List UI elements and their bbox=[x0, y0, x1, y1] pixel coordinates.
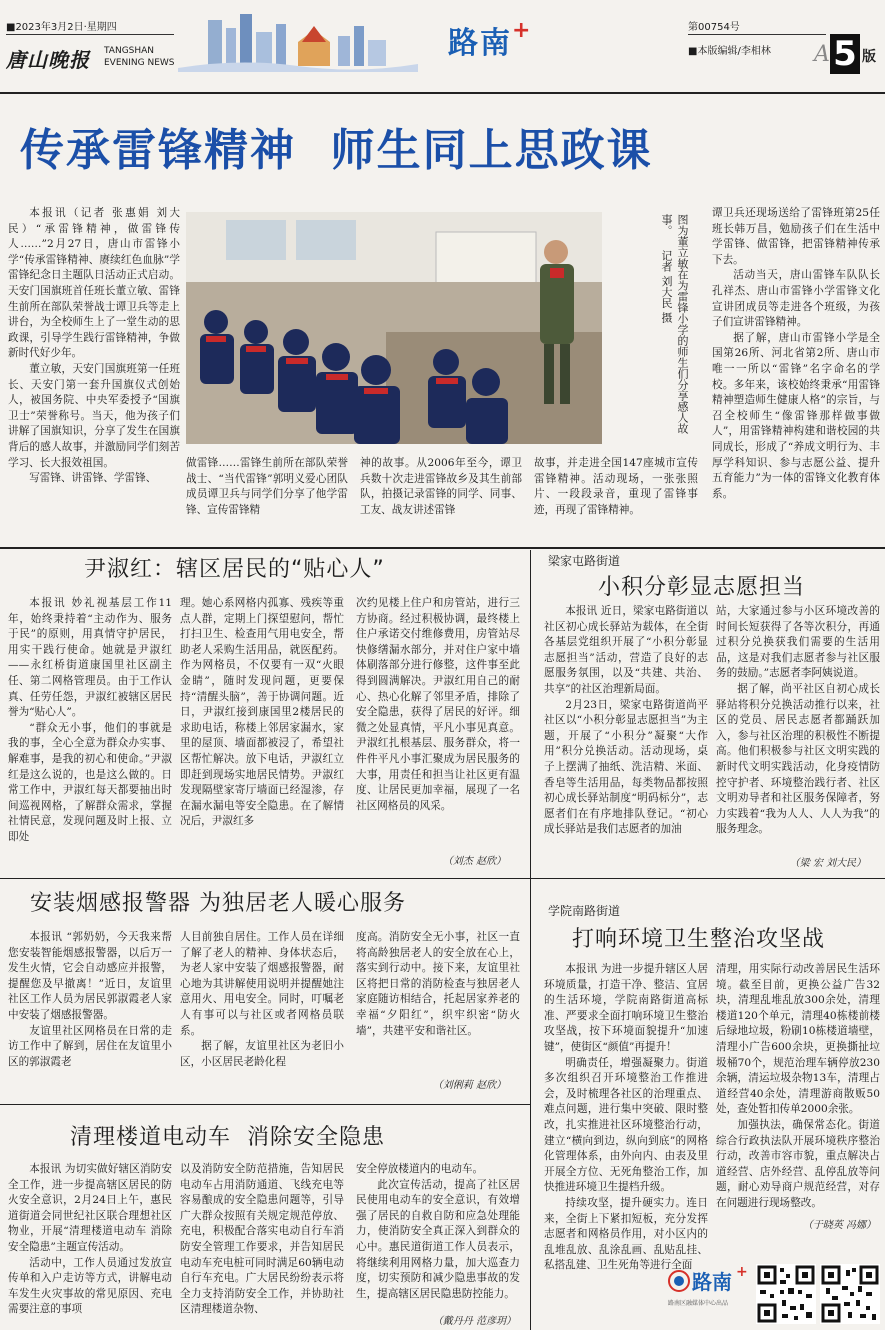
story-yin-para: 本报讯 妙礼视基层工作11年，始终秉持着“主动作为、服务于民”的原则，用真情守护居民，用实干践行使命。她就是尹淑红——永红桥街道康国里社区副主任、第二网格管理员。由于工作认真、任劳任怨，尹淑红被辖区居民誉为“贴心人”。 bbox=[8, 597, 172, 719]
story-xueyuan-para: 加强执法，确保常态化。街道综合行政执法队开展环境秩序整治行动，改善市容市貌，重点解决占道经营、店外经营、乱停乱放等问题，耐心劝导商户规范经营，对存在问题进行现场整改。 bbox=[716, 1118, 880, 1209]
main-story-col-4 bbox=[534, 456, 698, 546]
story-ebike-col-1 bbox=[8, 1162, 172, 1330]
story-yin-headline: 尹淑红：辖区居民的“贴心人” bbox=[84, 557, 385, 582]
main-story-para: 董立敏，天安门国旗班第一任班长、天安门第一套升国旗仪式创始人，被国务院、中央军委授予“国旗卫士”荣誉称号。当天，他为孩子们讲解了国旗知识，分享了发生在国旗背后的感人故事，并激励同学们刻苦学习、长大报效祖国。 bbox=[8, 362, 180, 469]
footer-logo-emblem bbox=[668, 1270, 690, 1292]
story-xueyuan-headline: 打响环境卫生整治攻坚战 bbox=[572, 927, 826, 952]
story-ebike-para: 安全停放楼道内的电动车。 bbox=[356, 1163, 484, 1175]
story-liangjia-para: 2月23日，梁家屯路街道尚平社区以“小积分彰显志愿担当”为主题，开展了“小积分”凝聚“大作用”积分兑换活动。活动现场，桌子上摆满了抽纸、洗洁精、米面、香皂等生活用品，每类物品都按照初心成长驿站制度“明码标分”，志愿者们在有序地排队登记。“初心成长驿站是我们志愿者的加油 bbox=[544, 698, 708, 836]
story-smoke-col-1 bbox=[8, 930, 172, 1100]
column-divider bbox=[530, 550, 531, 880]
story-smoke-para: 友谊里社区网格员在日常的走访工作中了解到，居住在友谊里小区的郭淑霞老 bbox=[8, 1024, 172, 1068]
edition-letter: A bbox=[814, 42, 830, 67]
story-smoke-col-3 bbox=[356, 930, 520, 1076]
paper-name-en-2: EVENING NEWS bbox=[104, 58, 175, 68]
main-story-col-3 bbox=[360, 456, 522, 546]
main-photo bbox=[186, 212, 602, 444]
story-smoke-headline: 安装烟感报警器 为独居老人暖心服务 bbox=[30, 891, 406, 916]
qr-code-icon[interactable] bbox=[820, 1264, 880, 1324]
main-story-col-1 bbox=[8, 206, 180, 542]
page-editor: ■本版编辑/李相林 bbox=[688, 46, 771, 57]
photo-caption-text: 图为董立敏在为雷锋小学的师生们分享感人故事。 bbox=[660, 214, 689, 434]
story-yin-signature: （刘杰 赵欣） bbox=[442, 856, 506, 867]
main-story-col-2 bbox=[186, 456, 348, 546]
story-ebike-headline: 清理楼道电动车 消除安全隐患 bbox=[70, 1125, 385, 1150]
story-liangjia-signature: （梁 宏 刘大民） bbox=[789, 858, 866, 869]
paper-name-en-1: TANGSHAN bbox=[104, 46, 155, 56]
footer-logo-text: 路南 bbox=[692, 1270, 732, 1294]
story-yin-para: 次约见楼上住户和房管站，进行三方协商。经过积极协调，最终楼上住户承诺交付维修费用，房管站尽快修缮漏水部分，并对住户家中墙体刷落部分进行修整，这件事至此得到圆满解决。尹淑红用自己的耐心、热心化解了邻里矛盾，排除了安全隐患，获得了居民的好评。细微之处显真情，平凡小事见真意。尹淑红扎根基层、服务群众，将一件件平凡小事汇聚成为居民服务的大事，用责任和担当让社区更有温度、让居民更加幸福，展现了一名社区网格员的风采。 bbox=[356, 597, 520, 812]
story-liangjia-col-1 bbox=[544, 604, 708, 870]
classroom-photo bbox=[186, 212, 602, 444]
story-smoke-col-2 bbox=[180, 930, 344, 1100]
story-smoke-para: 人目前独自居住。工作人员在详细了解了老人的精神、身体状态后，为老人家中安装了烟感报警器，耐心地为其讲解使用说明并提醒她注意用火、用电安全。同时，叮嘱老人有事可以与社区或者网格员联系。 bbox=[180, 931, 344, 1037]
story-yin-para: “群众无小事，他们的事就是我的事，全心全意为群众办实事、解难事，是我的初心和使命。”尹淑红是这么说的，也是这么做的。日常工作中，尹淑红每天都要抽出时间巡视网格，了解群众需求，掌握社情民意，发现问题及时上报、立即处 bbox=[8, 721, 172, 843]
column-logo-plus: + bbox=[512, 18, 531, 43]
main-story-para: 神的故事。从2006年至今，谭卫兵数十次走进雷锋故乡及其生前部队，拍摄记录雷锋的同学、同事、工友、战友讲述雷锋 bbox=[360, 457, 522, 516]
masthead bbox=[0, 0, 885, 96]
masthead-bottom-rule bbox=[0, 92, 885, 94]
main-story-para: 活动当天，唐山雷锋车队队长孔祥杰、唐山市雷锋小学雷锋文化宣讲团成员等走进各个班级，为孩子们宣讲雷锋精神。 bbox=[712, 269, 880, 329]
story-smoke-signature: （刘俐莉 赵欣） bbox=[432, 1080, 506, 1091]
main-story-para: 做雷锋……雷锋生前所在部队荣誉战士、“当代雷锋”郭明义爱心团队成员谭卫兵与同学们分享了他学雷锋、宣传雷锋精 bbox=[186, 457, 348, 516]
story-xueyuan-col-2 bbox=[716, 962, 880, 1212]
main-story-col-5 bbox=[712, 206, 880, 542]
column-logo bbox=[448, 18, 530, 62]
story-liangjia-headline: 小积分彰显志愿担当 bbox=[598, 575, 806, 600]
main-story-para: 据了解，唐山市雷锋小学是全国第26所、河北省第2所、唐山市唯一一所以“雷锋”名字命名的学校。多年来，该校始终秉承“用雷锋精神塑造师生健康人格”的宗旨，与召全校师生“像雷锋那样做事做人”，用雷锋精神构建和谐校园的共同成长，形成了“养成文明行为、丰厚学科知识、参与志愿公益、提升五育能力”为一体的雷锋文化教育体系。 bbox=[712, 331, 880, 500]
story-yin-col-1 bbox=[8, 596, 172, 870]
story-ebike-para: 本报讯 为切实做好辖区消防安全工作，进一步提高辖区居民的防火安全意识，2月24日上午，惠民道街道会同世纪社区联合理想社区物业，开展“清理楼道电动车 消除安全隐患”主题宣传活动。 bbox=[8, 1163, 172, 1253]
main-story-para: 故事，并走进全国147座城市宣传雷锋精神。活动现场，一张张照片、一段段录音，重现了雷锋事迹，再现了雷锋精神。 bbox=[534, 457, 698, 516]
main-headline: 传承雷锋精神 师生同上思政课 bbox=[20, 125, 653, 176]
story-liangjia-para: 据了解，尚平社区自初心成长驿站将积分兑换活动推行以来，社区的党员、居民志愿者都踊跃加入，参与社区治理的积极性不断提高。他们积极参与社区文明实践的新时代文明实践活动，化身疫情防控守护者、环境整治践行者、社区文明劝导者和社区服务保障者，努力实践着“我为人人、人人为我”的服务理念。 bbox=[716, 682, 880, 836]
story-xueyuan-kicker: 学院南路街道 bbox=[548, 904, 621, 918]
footer-logo-sub: 路南区融媒体中心出品 bbox=[668, 1300, 729, 1307]
date-rule bbox=[6, 34, 174, 35]
main-story-para: 本报讯（记者 张惠娟 刘大民）“承雷锋精神，做雷锋传人……”2月27日，唐山市雷锋小学“传承雷锋精神、赓续红色血脉”学雷锋纪念日主题队日活动正式启动。天安门国旗班首任班长董立敏、雷锋生前所在部队荣誉战士谭卫兵等走上讲台，为全校师生上了一堂生动的思政课，引导学生践行雷锋精神，争做新时代好少年。 bbox=[8, 207, 180, 360]
footer-logo-plus: + bbox=[736, 1264, 748, 1280]
section-rule bbox=[0, 547, 885, 549]
story-ebike-para: 此次宣传活动，提高了社区居民使用电动车的安全意识，有效增强了居民的自救自防和应急处理能力，使消防安全真正深入到群众的心中。惠民道街道工作人员表示，将继续利用网格力量，加大巡查力度，切实预防和减少隐患事故的发生，提高辖区居民隐患防控能力。 bbox=[356, 1178, 520, 1300]
edition-suffix: 版 bbox=[862, 49, 876, 65]
edition-number-box bbox=[830, 34, 860, 74]
story-xueyuan-signature: （于晓英 冯娜） bbox=[802, 1220, 876, 1231]
story-ebike-signature: （戴丹丹 范彦玥） bbox=[432, 1316, 516, 1327]
issue-number: 第00754号 bbox=[688, 22, 740, 33]
story-yin-para: 理。她心系网格内孤寡、残疾等重点人群，定期上门探望慰问，帮忙打扫卫生、检查用气用电安全，帮助老人采购生活用品，就医配药。作为网格员，不仅要有一双“火眼金睛”，随时发现问题，更要保持“清醒头脑”，善于协调问题。近日，尹淑红接到康国里2楼居民的求助电话，称楼上邻居家漏水，家里的屋顶、墙面都被浸了，希望社区帮忙解决。放下电话，尹淑红立即赶到现场实地居民情势。尹淑红发现隔壁家寄厅墙面已经湿渗，存在漏水漏电等安全隐患。在了解情况后，尹淑红多 bbox=[180, 597, 344, 828]
story-xueyuan-para: 明确责任，增强凝聚力。街道多次组织召开环境整治工作推进会，及时梳理各社区的治理重点、难点问题，进行集中突破、限时整改，扎实推进社区环境整治行动，建立“横向到边，纵向到底”的网格化管理体系，由外向内、由表及里开展全方位、无死角整治工作，加快推进环境卫生提档升级。 bbox=[544, 1056, 708, 1194]
section-rule bbox=[0, 1104, 530, 1105]
story-yin-col-2 bbox=[180, 596, 344, 870]
skyline-decoration bbox=[178, 6, 418, 72]
story-smoke-para: 本报讯 “郭奶奶，今天我来帮您安装智能烟感报警器，以后万一发生火情，它会自动感应并报警，提醒您及早撤离！”近日，友谊里社区工作人员为居民郭淑霞老人家中安装了烟感报警器。 bbox=[8, 931, 172, 1021]
story-xueyuan-para: 清理，用实际行动改善居民生活环境。截至目前，更换公益广告32块，清理乱堆乱放300余处，清理楼道120个单元，清理40栋楼前楼后绿地垃圾，粉刷10栋楼道墙壁，清理小广告600余块，更换撕扯垃圾桶70个，规范治理车辆停放230余辆，清运垃圾杂物13车，清理占道经营40余处，清理游商散贩50处，查处暂扣传单2000余张。 bbox=[716, 963, 880, 1116]
story-ebike-para: 以及消防安全防范措施，告知居民电动车占用消防通道、飞线充电等容易酿成的安全隐患问题等，引导广大群众按照有关规定规范停放、充电，积极配合落实电动自行车消防安全管理工作要求，并告知居民电动车充电桩可同时满足60辆电动自行车充电。广大居民纷纷表示将全力支持消防安全工作，并协助社区清理楼道杂物、 bbox=[180, 1163, 344, 1316]
story-liangjia-para: 本报讯 近日，梁家屯路街道以社区初心成长驿站为载体，在全街各基层党组织开展了“小积分彰显志愿担当”活动，营造了良好的志愿服务氛围，以及“共建、共治、共享”的社区治理新局面。 bbox=[544, 605, 708, 695]
edition-number: 5 bbox=[833, 34, 857, 74]
main-story-para: 写雷锋、讲雷锋、学雷锋、 bbox=[29, 472, 157, 485]
paper-name: 唐山晚报 bbox=[6, 48, 90, 72]
section-rule bbox=[0, 878, 885, 879]
story-liangjia-col-2 bbox=[716, 604, 880, 856]
story-liangjia-kicker: 梁家屯路街道 bbox=[548, 554, 621, 568]
main-story-para: 谭卫兵还现场送给了雷锋班第25任班长韩万昌，勉励孩子们在生活中学雷锋、做雷锋，把雷锋精神传承下去。 bbox=[712, 207, 880, 266]
story-ebike-col-3 bbox=[356, 1162, 520, 1312]
footer-logo bbox=[668, 1264, 752, 1324]
qr-code-icon[interactable] bbox=[756, 1264, 816, 1324]
photo-caption bbox=[606, 214, 690, 442]
column-divider bbox=[530, 880, 531, 1330]
story-xueyuan-para: 本报讯 为进一步提升辖区人居环境质量，打造干净、整洁、宜居的生活环境，学院南路街道高标准、严要求全面打响环境卫生整治攻坚战，按下环境面貌提升“加速键”，使街区“颜值”再提升！ bbox=[544, 963, 708, 1053]
story-liangjia-para: 站，大家通过参与小区环境改善的时间长短获得了各等次积分，再通过积分兑换获我们需要的生活用品，这是对我们志愿者参与社区服务的鼓励。”志愿者李阿姨说道。 bbox=[716, 605, 880, 680]
story-xueyuan-para: 持续攻坚，提升硬实力。连日来，全街上下紧扣短板，充分发挥志愿者和网格员作用，对小区内的乱堆乱放、乱涂乱画、乱贴乱挂、私搭乱建、卫生死角等进行全面 bbox=[544, 1196, 708, 1272]
story-yin-col-3 bbox=[356, 596, 520, 852]
story-ebike-col-2 bbox=[180, 1162, 344, 1330]
column-logo-text: 路南 bbox=[448, 26, 512, 61]
photo-credit: 记者 刘大民 摄 bbox=[660, 249, 673, 323]
issue-date: ■2023年3月2日·星期四 bbox=[6, 22, 117, 33]
story-ebike-para: 活动中，工作人员通过发放宣传单和入户走访等方式，讲解电动车发生火灾事故的常见原因、充电需要注意的事项 bbox=[8, 1256, 172, 1316]
story-smoke-para: 据了解，友谊里社区为老旧小区，小区居民老龄化程 bbox=[180, 1040, 344, 1068]
story-smoke-para: 度高。消防安全无小事，社区一直将高龄独居老人的安全放在心上，落实到行动中。接下来，友谊里社区将把日常的消防检查与独居老人家庭随访相结合，托起居家养老的幸福“夕阳红”，织牢织密“防火墙”，共建平安和谐社区。 bbox=[356, 931, 520, 1037]
issue-rule bbox=[688, 34, 826, 35]
